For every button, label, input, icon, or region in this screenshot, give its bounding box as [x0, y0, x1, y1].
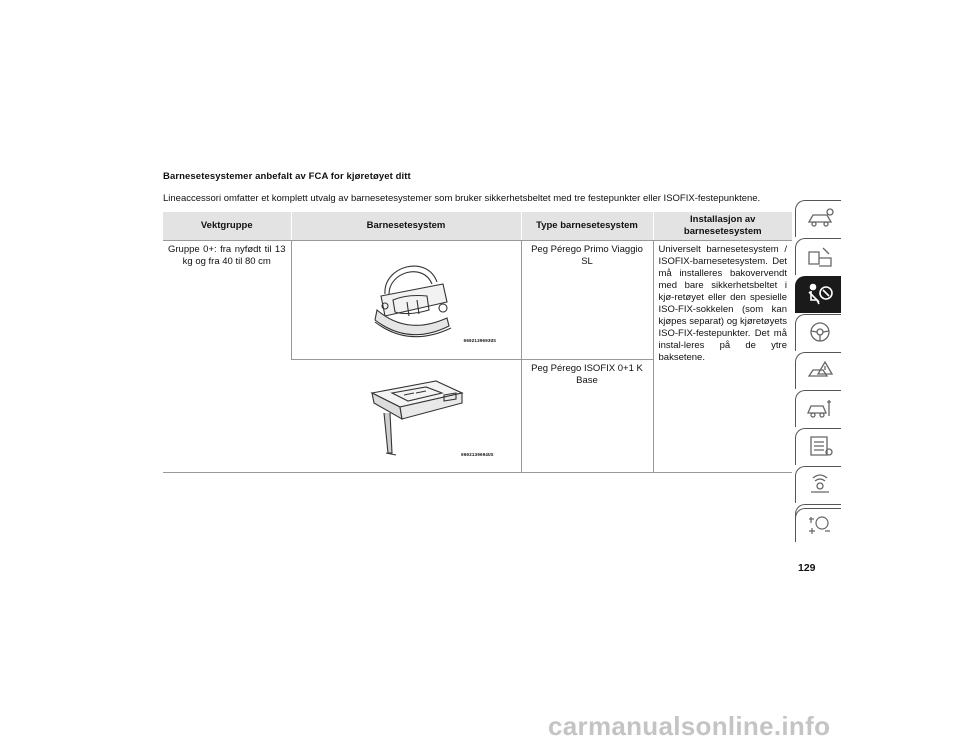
image-code: 0602139694US [461, 453, 494, 458]
header-install: Installasjon av barnesetesystem [653, 212, 792, 241]
tab-dashboard[interactable] [795, 238, 841, 275]
tab-service[interactable] [795, 390, 841, 427]
header-type: Type barnesetesystem [521, 212, 653, 241]
safety-airbag-icon [805, 282, 835, 306]
tab-specifications[interactable] [795, 428, 841, 465]
language-icon [805, 513, 835, 537]
intro-paragraph: Lineaccessori omfatter et komplett utvalg av barnesetesystemer som bruker sikkerhetsbeltet med tre festepunkter eller ISOFIX-festepunktene. [163, 193, 761, 204]
watermark: carmanualsonline.info [548, 711, 831, 741]
type-cell: Peg Pérego Primo Viaggio SL [521, 241, 653, 360]
table-row [163, 241, 792, 360]
specifications-icon [805, 434, 835, 458]
page-number: 129 [798, 562, 816, 574]
type-cell: Peg Pérego ISOFIX 0+1 K Base [521, 360, 653, 473]
weight-group-cell: Gruppe 0+: fra nyfødt til 13 kg og fra 40 til 80 cm [163, 241, 291, 473]
car-info-icon [805, 206, 835, 230]
install-cell: Universelt barnesetesystem / ISOFIX-barnesetesystem. Det må installeres bakovervendt med bare sikkerhetsbeltet i kjø-retøyet eller den spesielle ISO-FIX-sokkelen (som kan kjøpes separat) og kjøretøyets ISO-FIX-festepunkter. Det må instal-leres på de ytre baksetene. [653, 241, 792, 473]
section-heading: Barnesetesystemer anbefalt av FCA for kjøretøyet ditt [163, 171, 411, 182]
isofix-base-image [291, 360, 521, 473]
dashboard-message-icon [805, 244, 835, 268]
tab-language[interactable] [795, 508, 841, 542]
tab-multimedia[interactable] [795, 466, 841, 503]
child-seat-table [163, 212, 792, 473]
table-header-row [163, 212, 792, 241]
image-code: 0602139693US [463, 339, 496, 344]
infant-carrier-image [291, 241, 521, 360]
steering-wheel-icon [805, 320, 835, 344]
tab-safety[interactable] [795, 276, 841, 313]
chapter-tabs [795, 200, 840, 541]
tab-emergency[interactable] [795, 352, 841, 389]
service-car-icon [805, 396, 835, 420]
warning-car-icon [805, 358, 835, 382]
header-weight-group: Vektgruppe [163, 212, 291, 241]
multimedia-icon [805, 472, 835, 496]
tab-car-info[interactable] [795, 200, 841, 237]
header-system: Barnesetesystem [291, 212, 521, 241]
tab-driving[interactable] [795, 314, 841, 351]
